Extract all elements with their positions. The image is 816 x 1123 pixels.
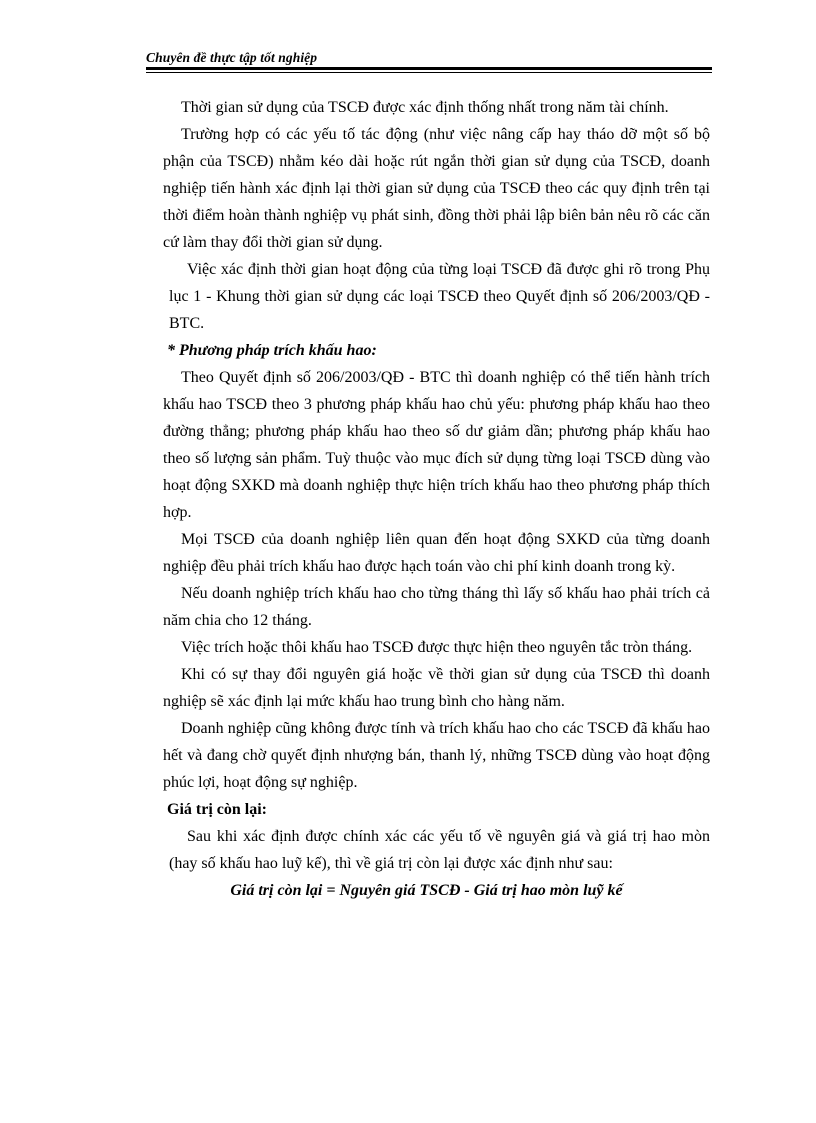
page-header xyxy=(146,48,712,72)
header-rule-thin xyxy=(146,72,712,73)
section-heading-residual-value: Giá trị còn lại: xyxy=(167,801,267,818)
paragraph-10: Sau khi xác định được chính xác các yếu tố về nguyên giá và giá trị hao mòn (hay số khấu hao luỹ kế), thì về giá trị còn lại được xác định như sau: xyxy=(169,828,710,872)
paragraph-9: Doanh nghiệp cũng không được tính và trích khấu hao cho các TSCĐ đã khấu hao hết và đang chờ quyết định nhượng bán, thanh lý, những TSCĐ dùng vào hoạt động phúc lợi, hoạt động sự nghiệp. xyxy=(163,720,710,791)
paragraph-3: Việc xác định thời gian hoạt động của từng loại TSCĐ đã được ghi rõ trong Phụ lục 1 - Khung thời gian sử dụng các loại TSCĐ theo Quyết định số 206/2003/QĐ - BTC. xyxy=(169,261,710,332)
paragraph-1: Thời gian sử dụng của TSCĐ được xác định thống nhất trong năm tài chính. xyxy=(181,99,669,116)
paragraph-8: Khi có sự thay đổi nguyên giá hoặc về thời gian sử dụng của TSCĐ thì doanh nghiệp sẽ xác định lại mức khấu hao trung bình cho hàng năm. xyxy=(163,666,710,710)
paragraph-6: Nếu doanh nghiệp trích khấu hao cho từng tháng thì lấy số khấu hao phải trích cả năm chia cho 12 tháng. xyxy=(163,585,710,629)
section-heading-depreciation-method: * Phương pháp trích khấu hao: xyxy=(167,342,377,359)
document-body xyxy=(163,94,710,904)
paragraph-4: Theo Quyết định số 206/2003/QĐ - BTC thì doanh nghiệp có thể tiến hành trích khấu hao TSCĐ theo 3 phương pháp khấu hao chủ yếu: phương pháp khấu hao theo đường thẳng; phương pháp khấu hao theo số dư giảm dần; phương pháp khấu hao theo số lượng sản phẩm. Tuỳ thuộc vào mục đích sử dụng từng loại TSCĐ dùng vào hoạt động SXKD mà doanh nghiệp thực hiện trích khấu hao theo phương pháp thích hợp. xyxy=(163,369,710,521)
paragraph-2: Trường hợp có các yếu tố tác động (như việc nâng cấp hay tháo dỡ một số bộ phận của TSCĐ) nhằm kéo dài hoặc rút ngắn thời gian sử dụng của TSCĐ, doanh nghiệp tiến hành xác định lại thời gian sử dụng của TSCĐ theo các quy định trên tại thời điểm hoàn thành nghiệp vụ phát sinh, đồng thời phải lập biên bản nêu rõ các căn cứ làm thay đổi thời gian sử dụng. xyxy=(163,126,710,251)
header-title: Chuyên đề thực tập tốt nghiệp xyxy=(146,50,318,65)
paragraph-5: Mọi TSCĐ của doanh nghiệp liên quan đến hoạt động SXKD của từng doanh nghiệp đều phải trích khấu hao được hạch toán vào chi phí kinh doanh trong kỳ. xyxy=(163,531,710,575)
residual-value-formula: Giá trị còn lại = Nguyên giá TSCĐ - Giá trị hao mòn luỹ kế xyxy=(230,882,623,899)
header-rule-thick xyxy=(146,67,712,70)
paragraph-7: Việc trích hoặc thôi khấu hao TSCĐ được thực hiện theo nguyên tắc tròn tháng. xyxy=(181,639,693,656)
